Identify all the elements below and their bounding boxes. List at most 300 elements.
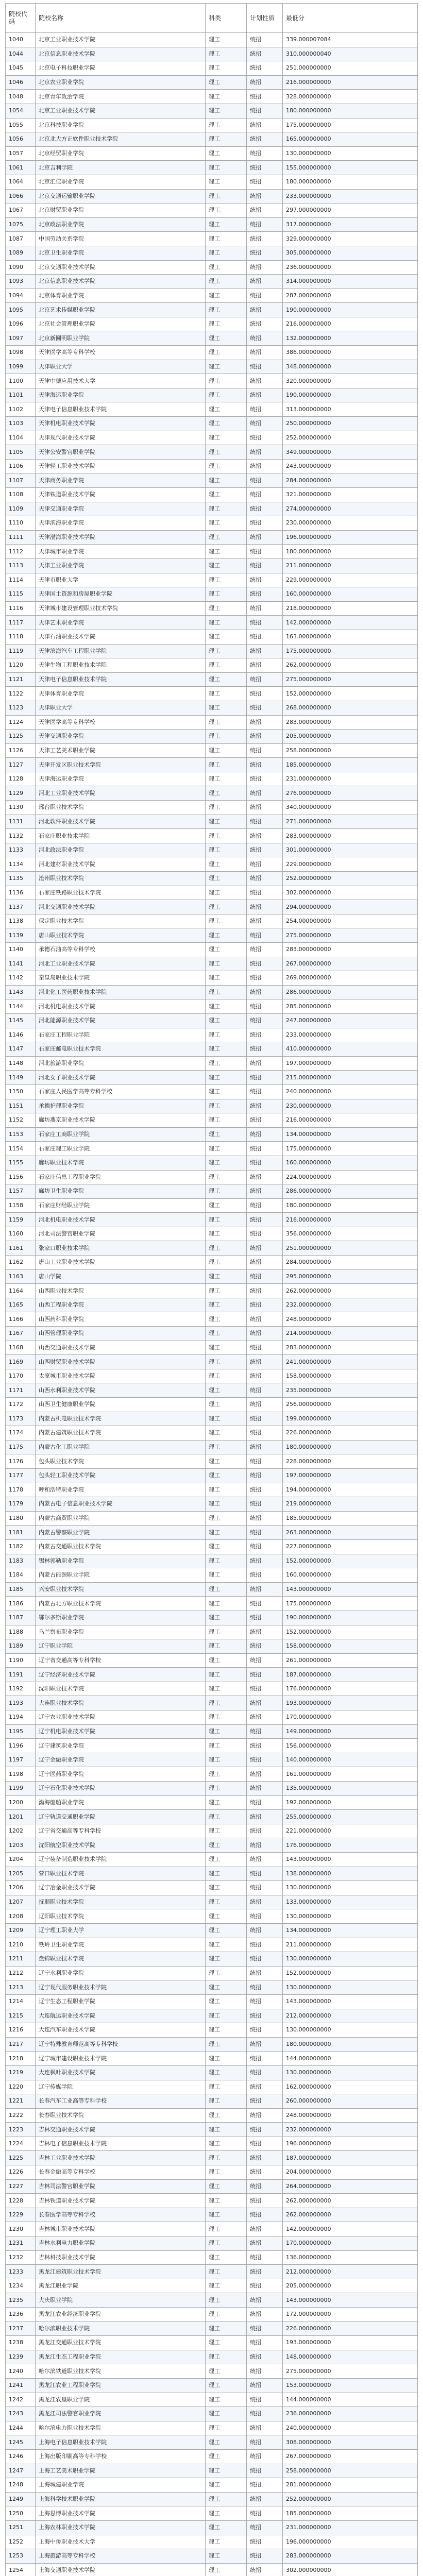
cell-plan: 统招 <box>247 1468 283 1483</box>
cell-plan: 统招 <box>247 1767 283 1782</box>
cell-score: 190.000000000 <box>283 1611 418 1625</box>
cell-subject: 理工 <box>206 843 247 857</box>
cell-plan: 统招 <box>247 1696 283 1710</box>
cell-score: 180.000000000 <box>283 104 418 118</box>
cell-plan: 统招 <box>247 1497 283 1512</box>
cell-code: 1122 <box>6 687 36 701</box>
cell-subject: 理工 <box>206 1625 247 1639</box>
table-row <box>6 2350 418 2364</box>
cell-name: 天津铁道职业技术学院 <box>36 488 206 502</box>
cell-name: 内蒙古机电职业技术学院 <box>36 1412 206 1426</box>
cell-code: 1176 <box>6 1454 36 1469</box>
cell-score: 152.000000000 <box>283 1554 418 1568</box>
cell-name: 吉林铁道职业技术学院 <box>36 2194 206 2208</box>
cell-subject: 理工 <box>206 260 247 275</box>
table-row <box>6 1952 418 1967</box>
table-row <box>6 2208 418 2222</box>
cell-name: 北京信息职业技术学院 <box>36 47 206 61</box>
table-row <box>6 2108 418 2123</box>
cell-code: 1075 <box>6 217 36 232</box>
cell-score: 216.000000000 <box>283 1113 418 1128</box>
cell-code: 1095 <box>6 303 36 317</box>
cell-subject: 理工 <box>206 2222 247 2236</box>
cell-code: 1178 <box>6 1483 36 1497</box>
cell-score: 170.000000000 <box>283 1710 418 1725</box>
cell-score: 233.000000000 <box>283 189 418 204</box>
cell-subject: 理工 <box>206 715 247 730</box>
table-row <box>6 1142 418 1156</box>
cell-name: 辽宁特殊教育师范高等专科学校 <box>36 2037 206 2052</box>
cell-name: 北京青年政治学院 <box>36 90 206 104</box>
cell-plan: 统招 <box>247 1454 283 1469</box>
score-table-sheet <box>5 3 417 2576</box>
cell-code: 1115 <box>6 587 36 602</box>
cell-subject: 理工 <box>206 204 247 218</box>
cell-name: 山西管理职业学院 <box>36 1327 206 1341</box>
cell-code: 1242 <box>6 2393 36 2407</box>
table-row <box>6 275 418 289</box>
cell-code: 1161 <box>6 1241 36 1256</box>
table-row <box>6 1554 418 1568</box>
table-row <box>6 1440 418 1454</box>
cell-code: 1235 <box>6 2293 36 2308</box>
cell-name: 北京交通职业技术学院 <box>36 260 206 275</box>
cell-name: 天津职业大学 <box>36 701 206 715</box>
cell-name: 天津石油职业技术学院 <box>36 630 206 644</box>
cell-plan: 统招 <box>247 146 283 161</box>
cell-score: 211.000000000 <box>283 1938 418 1952</box>
table-row <box>6 2137 418 2151</box>
cell-plan: 统招 <box>247 2364 283 2379</box>
table-row <box>6 331 418 346</box>
cell-score: 212.000000000 <box>283 2009 418 2023</box>
cell-code: 1090 <box>6 260 36 275</box>
cell-plan: 统招 <box>247 1710 283 1725</box>
table-row <box>6 1782 418 1796</box>
cell-name: 辽宁省交通高等专科学校 <box>36 1653 206 1668</box>
cell-name: 北京经贸职业学院 <box>36 146 206 161</box>
cell-name: 大连汽车职业技术学院 <box>36 2023 206 2038</box>
table-row <box>6 957 418 971</box>
cell-plan: 统招 <box>247 1298 283 1312</box>
cell-name: 河北政法职业学院 <box>36 843 206 857</box>
cell-code: 1164 <box>6 1284 36 1298</box>
cell-score: 276.000000000 <box>283 786 418 801</box>
cell-plan: 统招 <box>247 1269 283 1284</box>
cell-code: 1155 <box>6 1156 36 1170</box>
cell-score: 283.000000000 <box>283 943 418 957</box>
cell-plan: 统招 <box>247 2123 283 2137</box>
cell-name: 石家庄邮电职业技术学院 <box>36 1042 206 1057</box>
cell-score: 158.000000000 <box>283 1369 418 1383</box>
cell-name: 北京财贸职业学院 <box>36 204 206 218</box>
cell-plan: 统招 <box>247 75 283 90</box>
cell-plan: 统招 <box>247 1994 283 2009</box>
table-row <box>6 1824 418 1838</box>
cell-plan: 统招 <box>247 573 283 587</box>
cell-subject: 理工 <box>206 104 247 118</box>
table-row <box>6 2179 418 2194</box>
cell-subject: 理工 <box>206 1227 247 1241</box>
cell-code: 1151 <box>6 1099 36 1113</box>
table-row <box>6 1398 418 1412</box>
cell-name: 河北能源职业技术学院 <box>36 1013 206 1028</box>
cell-code: 1189 <box>6 1639 36 1654</box>
table-row <box>6 2421 418 2435</box>
cell-name: 河北司法警官职业学院 <box>36 1227 206 1241</box>
cell-name: 黑龙江农垦职业学院 <box>36 2393 206 2407</box>
table-row <box>6 61 418 76</box>
cell-code: 1126 <box>6 743 36 758</box>
table-row <box>6 217 418 232</box>
cell-code: 1046 <box>6 75 36 90</box>
cell-subject: 理工 <box>206 1284 247 1298</box>
cell-plan: 统招 <box>247 1284 283 1298</box>
table-row <box>6 857 418 872</box>
cell-name: 天津滨海职业学院 <box>36 516 206 531</box>
cell-plan: 统招 <box>247 104 283 118</box>
cell-name: 上海思博职业技术学院 <box>36 2506 206 2521</box>
table-row <box>6 1923 418 1938</box>
cell-score: 205.000000000 <box>283 2279 418 2293</box>
table-row <box>6 2492 418 2506</box>
cell-code: 1211 <box>6 1952 36 1967</box>
table-row <box>6 1724 418 1739</box>
cell-name: 包头职业技术学院 <box>36 1454 206 1469</box>
cell-subject: 理工 <box>206 1895 247 1909</box>
cell-subject: 理工 <box>206 346 247 360</box>
cell-subject: 理工 <box>206 331 247 346</box>
table-row <box>6 1909 418 1924</box>
cell-code: 1048 <box>6 90 36 104</box>
cell-name: 天津轻工职业技术学院 <box>36 459 206 473</box>
table-row <box>6 2563 418 2576</box>
cell-code: 1217 <box>6 2037 36 2052</box>
cell-subject: 理工 <box>206 1454 247 1469</box>
table-row <box>6 1170 418 1184</box>
cell-score: 158.000000000 <box>283 1639 418 1654</box>
cell-subject: 理工 <box>206 1369 247 1383</box>
cell-subject: 理工 <box>206 1568 247 1583</box>
cell-score: 224.000000000 <box>283 1170 418 1184</box>
cell-name: 北京艺术传媒职业学院 <box>36 303 206 317</box>
cell-plan: 统招 <box>247 1526 283 1540</box>
cell-plan: 统招 <box>247 1241 283 1256</box>
cell-subject: 理工 <box>206 2023 247 2038</box>
table-row <box>6 1582 418 1597</box>
cell-subject: 理工 <box>206 1696 247 1710</box>
cell-subject: 理工 <box>206 2421 247 2435</box>
cell-code: 1153 <box>6 1127 36 1142</box>
cell-name: 长春职业技术学院 <box>36 2108 206 2123</box>
cell-name: 北京电子科技职业学院 <box>36 61 206 76</box>
cell-code: 1055 <box>6 118 36 132</box>
cell-code: 1067 <box>6 204 36 218</box>
cell-subject: 理工 <box>206 2123 247 2137</box>
cell-subject: 理工 <box>206 2308 247 2322</box>
cell-plan: 统招 <box>247 928 283 943</box>
cell-code: 1191 <box>6 1668 36 1682</box>
table-row <box>6 1355 418 1369</box>
cell-name: 张家口职业技术学院 <box>36 1241 206 1256</box>
table-row <box>6 132 418 147</box>
cell-score: 170.000000000 <box>283 2236 418 2251</box>
cell-name: 天津医学高等专科学校 <box>36 715 206 730</box>
cell-subject: 理工 <box>206 1526 247 1540</box>
cell-score: 247.000000000 <box>283 1013 418 1028</box>
cell-subject: 理工 <box>206 2080 247 2094</box>
cell-score: 185.000000000 <box>283 2506 418 2521</box>
table-row <box>6 701 418 715</box>
table-body <box>6 33 418 2576</box>
cell-score: 130.000000000 <box>283 2065 418 2080</box>
cell-name: 铁岭卫生职业学院 <box>36 1938 206 1952</box>
cell-subject: 理工 <box>206 1383 247 1398</box>
cell-code: 1138 <box>6 914 36 928</box>
cell-score: 196.000000000 <box>283 2137 418 2151</box>
table-row <box>6 2023 418 2038</box>
cell-subject: 理工 <box>206 2378 247 2393</box>
cell-plan: 统招 <box>247 2137 283 2151</box>
cell-name: 内蒙古警察职业学院 <box>36 1526 206 1540</box>
cell-subject: 理工 <box>206 1966 247 1980</box>
cell-name: 辽宁生态工程职业学院 <box>36 1994 206 2009</box>
cell-name: 天津电子信息职业技术学院 <box>36 672 206 687</box>
cell-subject: 理工 <box>206 1838 247 1853</box>
cell-name: 长春汽车工业高等专科学校 <box>36 2094 206 2109</box>
cell-code: 1121 <box>6 672 36 687</box>
table-row <box>6 1526 418 1540</box>
table-row <box>6 189 418 204</box>
table-row <box>6 1468 418 1483</box>
cell-code: 1232 <box>6 2250 36 2265</box>
cell-subject: 理工 <box>206 2492 247 2506</box>
cell-subject: 理工 <box>206 1739 247 1753</box>
cell-plan: 统招 <box>247 1639 283 1654</box>
cell-plan: 统招 <box>247 1966 283 1980</box>
cell-code: 1098 <box>6 346 36 360</box>
cell-score: 153.000000000 <box>283 2378 418 2393</box>
cell-plan: 统招 <box>247 829 283 843</box>
cell-code: 1108 <box>6 488 36 502</box>
table-row <box>6 1838 418 1853</box>
cell-plan: 统招 <box>247 1198 283 1213</box>
cell-plan: 统招 <box>247 47 283 61</box>
cell-plan: 统招 <box>247 132 283 147</box>
cell-code: 1165 <box>6 1298 36 1312</box>
cell-score: 283.000000000 <box>283 1341 418 1355</box>
cell-score: 185.000000000 <box>283 758 418 772</box>
cell-name: 吉林交通职业技术学院 <box>36 2123 206 2137</box>
cell-subject: 理工 <box>206 1767 247 1782</box>
cell-code: 1236 <box>6 2308 36 2322</box>
cell-subject: 理工 <box>206 658 247 673</box>
cell-score: 175.000000000 <box>283 118 418 132</box>
cell-subject: 理工 <box>206 971 247 986</box>
cell-code: 1056 <box>6 132 36 147</box>
cell-score: 230.000000000 <box>283 1099 418 1113</box>
cell-score: 136.000000000 <box>283 2250 418 2265</box>
table-row <box>6 1056 418 1071</box>
cell-plan: 统招 <box>247 331 283 346</box>
cell-plan: 统招 <box>247 2009 283 2023</box>
table-row <box>6 1084 418 1099</box>
cell-subject: 理工 <box>206 217 247 232</box>
cell-plan: 统招 <box>247 1256 283 1270</box>
cell-plan: 统招 <box>247 2421 283 2435</box>
cell-score: 275.000000000 <box>283 2364 418 2379</box>
cell-score: 243.000000000 <box>283 459 418 473</box>
cell-name: 天津商务职业学院 <box>36 473 206 488</box>
table-row <box>6 2279 418 2293</box>
cell-code: 1220 <box>6 2080 36 2094</box>
cell-code: 1171 <box>6 1383 36 1398</box>
table-row <box>6 204 418 218</box>
cell-plan: 统招 <box>247 558 283 573</box>
cell-code: 1089 <box>6 246 36 260</box>
table-row <box>6 1227 418 1241</box>
table-row <box>6 1611 418 1625</box>
cell-subject: 理工 <box>206 1952 247 1967</box>
cell-score: 132.000000000 <box>283 331 418 346</box>
cell-score: 212.000000000 <box>283 2265 418 2279</box>
cell-code: 1208 <box>6 1909 36 1924</box>
table-row <box>6 1696 418 1710</box>
table-row <box>6 943 418 957</box>
cell-subject: 理工 <box>206 630 247 644</box>
cell-subject: 理工 <box>206 488 247 502</box>
table-row <box>6 1256 418 1270</box>
cell-subject: 理工 <box>206 132 247 147</box>
table-row <box>6 1895 418 1909</box>
cell-score: 267.000000000 <box>283 2449 418 2464</box>
cell-subject: 理工 <box>206 857 247 872</box>
cell-name: 天津渤海职业技术学院 <box>36 530 206 545</box>
cell-subject: 理工 <box>206 2236 247 2251</box>
cell-plan: 统招 <box>247 1327 283 1341</box>
cell-name: 承德护理职业学院 <box>36 1099 206 1113</box>
cell-name: 上海农林职业技术学院 <box>36 2520 206 2535</box>
table-row <box>6 1113 418 1128</box>
table-row <box>6 829 418 843</box>
cell-score: 287.000000000 <box>283 289 418 303</box>
cell-name: 内蒙古交通职业技术学院 <box>36 1539 206 1554</box>
cell-score: 176.000000000 <box>283 1682 418 1696</box>
cell-plan: 统招 <box>247 2378 283 2393</box>
table-row <box>6 1810 418 1824</box>
cell-name: 呼和浩特职业学院 <box>36 1483 206 1497</box>
cell-subject: 理工 <box>206 1511 247 1526</box>
table-row <box>6 2236 418 2251</box>
cell-subject: 理工 <box>206 1071 247 1085</box>
cell-code: 1146 <box>6 1028 36 1042</box>
cell-plan: 统招 <box>247 601 283 616</box>
cell-plan: 统招 <box>247 715 283 730</box>
cell-score: 156.000000000 <box>283 1739 418 1753</box>
cell-code: 1226 <box>6 2165 36 2180</box>
cell-code: 1104 <box>6 431 36 445</box>
cell-code: 1180 <box>6 1511 36 1526</box>
cell-name: 石家庄理工职业学院 <box>36 1142 206 1156</box>
cell-name: 北京北大方正软件职业技术学院 <box>36 132 206 147</box>
cell-score: 263.000000000 <box>283 1526 418 1540</box>
cell-score: 260.000000000 <box>283 2094 418 2109</box>
cell-code: 1222 <box>6 2108 36 2123</box>
cell-name: 山西药科职业学院 <box>36 1312 206 1327</box>
cell-subject: 理工 <box>206 1113 247 1128</box>
cell-code: 1203 <box>6 1838 36 1853</box>
table-row <box>6 2378 418 2393</box>
cell-subject: 理工 <box>206 1312 247 1327</box>
cell-subject: 理工 <box>206 33 247 47</box>
table-row <box>6 715 418 730</box>
table-row <box>6 2549 418 2564</box>
cell-subject: 理工 <box>206 801 247 815</box>
cell-score: 193.000000000 <box>283 2336 418 2350</box>
table-row <box>6 232 418 246</box>
cell-score: 329.000000000 <box>283 232 418 246</box>
cell-name: 黑龙江农业工程职业学院 <box>36 2378 206 2393</box>
cell-score: 227.000000000 <box>283 1539 418 1554</box>
cell-subject: 理工 <box>206 2052 247 2066</box>
table-row <box>6 473 418 488</box>
cell-code: 1245 <box>6 2435 36 2450</box>
cell-subject: 理工 <box>206 644 247 658</box>
cell-name: 北京工业职业技术学院 <box>36 33 206 47</box>
cell-name: 辽宁经济职业技术学院 <box>36 1668 206 1682</box>
cell-subject: 理工 <box>206 2094 247 2109</box>
cell-subject: 理工 <box>206 246 247 260</box>
cell-code: 1134 <box>6 857 36 872</box>
cell-subject: 理工 <box>206 1795 247 1810</box>
cell-subject: 理工 <box>206 303 247 317</box>
cell-plan: 统招 <box>247 1952 283 1967</box>
cell-code: 1150 <box>6 1084 36 1099</box>
cell-code: 1044 <box>6 47 36 61</box>
table-row <box>6 815 418 829</box>
cell-name: 黑龙江交通职业技术学院 <box>36 2336 206 2350</box>
table-row <box>6 1483 418 1497</box>
cell-score: 216.000000000 <box>283 317 418 331</box>
cell-subject: 理工 <box>206 1710 247 1725</box>
cell-subject: 理工 <box>206 2279 247 2293</box>
cell-code: 1087 <box>6 232 36 246</box>
cell-plan: 统招 <box>247 1980 283 1995</box>
cell-code: 1190 <box>6 1653 36 1668</box>
cell-subject: 理工 <box>206 1327 247 1341</box>
cell-score: 250.000000000 <box>283 417 418 431</box>
cell-name: 山西工程职业学院 <box>36 1298 206 1312</box>
cell-plan: 统招 <box>247 545 283 559</box>
table-row <box>6 402 418 417</box>
table-row <box>6 630 418 644</box>
table-row <box>6 431 418 445</box>
cell-code: 1110 <box>6 516 36 531</box>
cell-name: 河北旅游职业学院 <box>36 1056 206 1071</box>
table-row <box>6 2250 418 2265</box>
table-row <box>6 2308 418 2322</box>
cell-plan: 统招 <box>247 1739 283 1753</box>
cell-code: 1244 <box>6 2421 36 2435</box>
cell-score: 252.000000000 <box>283 2492 418 2506</box>
cell-code: 1094 <box>6 289 36 303</box>
cell-score: 130.000000000 <box>283 1952 418 1967</box>
cell-name: 内蒙古能源职业学院 <box>36 1568 206 1583</box>
cell-subject: 理工 <box>206 2563 247 2576</box>
table-row <box>6 616 418 630</box>
cell-plan: 统招 <box>247 2194 283 2208</box>
cell-plan: 统招 <box>247 2336 283 2350</box>
